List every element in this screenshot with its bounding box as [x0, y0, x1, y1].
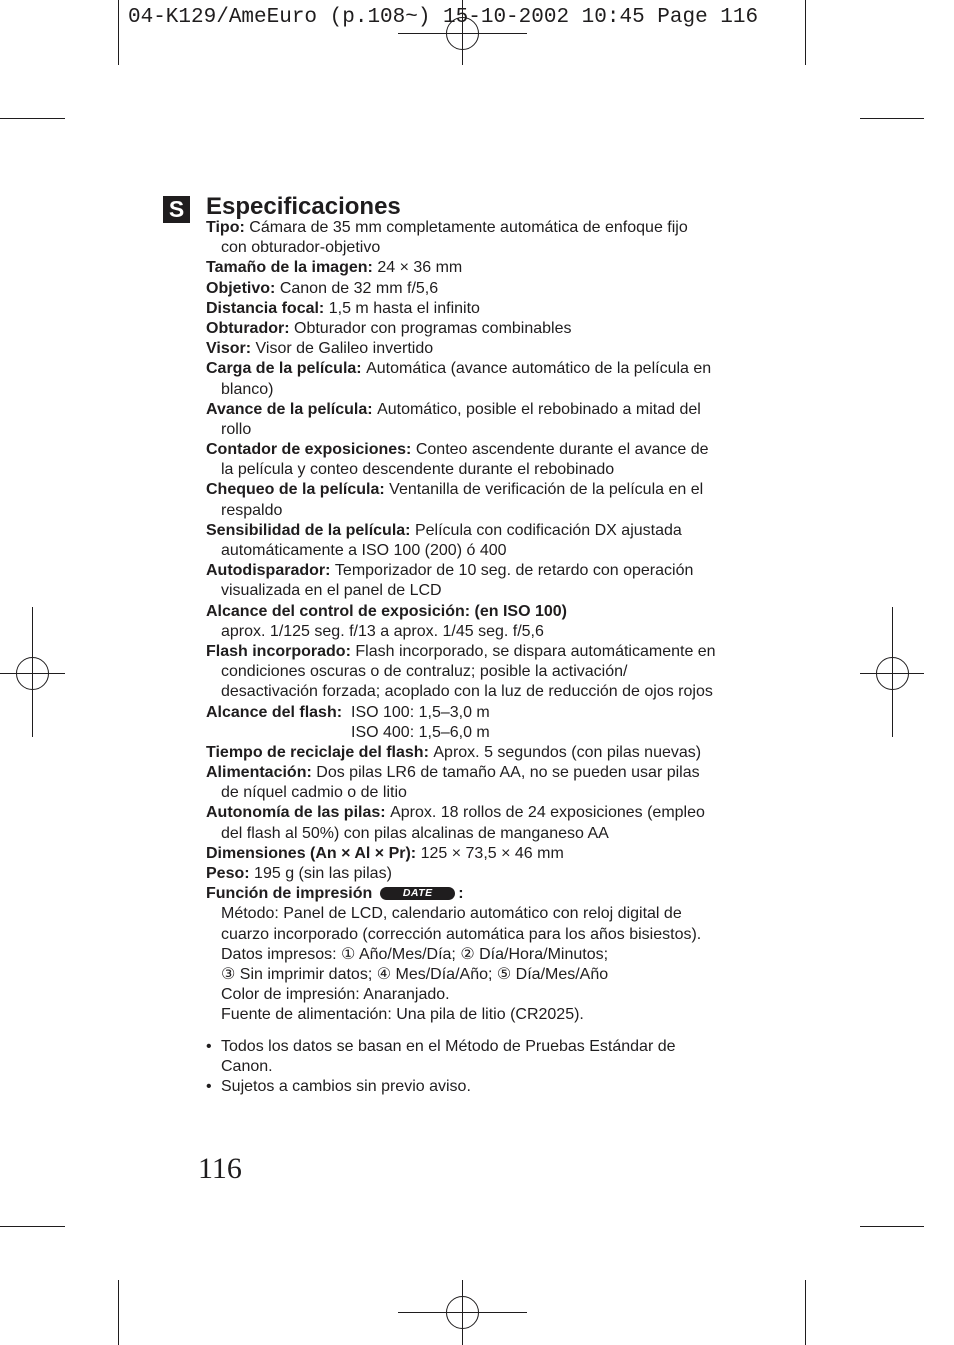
- bullet-icon: •: [206, 1037, 212, 1055]
- spec-label: Tiempo de reciclaje del flash:: [206, 743, 429, 761]
- spec-label: Avance de la película:: [206, 400, 373, 418]
- spec-label: Chequeo de la película:: [206, 481, 385, 499]
- spec-label-colon: :: [458, 885, 464, 903]
- spec-label: Carga de la película:: [206, 360, 362, 378]
- spec-value: Automático, posible el rebobinado a mitad del: [377, 400, 701, 418]
- spec-value-continued: de níquel cadmio o de litio: [221, 784, 407, 802]
- spec-value-continued: ISO 400: 1,5–6,0 m: [351, 723, 490, 741]
- spec-label: Contador de exposiciones:: [206, 441, 412, 459]
- spec-label: Tipo:: [206, 219, 245, 236]
- spec-value-continued: del flash al 50%) con pilas alcalinas de manganeso AA: [221, 824, 609, 842]
- spec-value: Obturador con programas combinables: [294, 319, 572, 337]
- spec-value-continued: blanco): [221, 380, 274, 398]
- spec-value-continued: Datos impresos: ① Año/Mes/Día; ② Día/Hora/Minutos;: [221, 945, 609, 963]
- registration-mark: [398, 0, 527, 65]
- spec-label: Visor:: [206, 340, 252, 358]
- spec-value-continued: respaldo: [221, 501, 283, 519]
- registration-mark: [398, 1280, 527, 1345]
- spec-label: Distancia focal:: [206, 299, 325, 317]
- spec-value: ISO 100: 1,5–3,0 m: [351, 703, 490, 721]
- page-number: 116: [198, 1152, 242, 1185]
- spec-label: Sensibilidad de la película:: [206, 521, 411, 539]
- spec-value-continued: desactivación forzada; acoplado con la luz de reducción de ojos rojos: [221, 683, 713, 701]
- spec-value-continued: Método: Panel de LCD, calendario automático con reloj digital de: [221, 905, 682, 923]
- spec-value-continued: ③ Sin imprimir datos; ④ Mes/Día/Año; ⑤ Día/Mes/Año: [221, 965, 609, 983]
- spec-label: Dimensiones (An × Al × Pr):: [206, 844, 417, 862]
- spec-value: Automática (avance automático de la película en: [366, 360, 712, 378]
- spec-label: Alcance del control de exposición:: [206, 602, 471, 620]
- note-text: Todos los datos se basan en el Método de Pruebas Estándar de: [221, 1037, 676, 1055]
- spec-value: Película con codificación DX ajustada: [414, 521, 682, 539]
- spec-value: Aprox. 5 segundos (con pilas nuevas): [433, 743, 702, 761]
- bullet-icon: •: [206, 1077, 212, 1095]
- spec-value-continued: visualizada en el panel de LCD: [221, 582, 442, 600]
- page-title: Especificaciones: [206, 193, 401, 220]
- spec-value: 1,5 m hasta el infinito: [328, 299, 480, 317]
- registration-mark: [0, 607, 65, 737]
- registration-mark: [860, 607, 924, 737]
- spec-value-continued: Fuente de alimentación: Una pila de litio (CR2025).: [221, 1006, 584, 1024]
- note-text: Sujetos a cambios sin previo aviso.: [221, 1077, 471, 1095]
- spec-value-continued: condiciones oscuras o de contraluz; posible la activación/: [221, 663, 628, 681]
- spec-value: Conteo ascendente durante el avance de: [415, 441, 709, 459]
- section-letter: S: [168, 196, 185, 222]
- spec-value-continued: rollo: [221, 420, 252, 438]
- spec-value-continued: aprox. 1/125 seg. f/13 a aprox. 1/45 seg. f/5,6: [221, 622, 544, 640]
- spec-value: Canon de 32 mm f/5,6: [279, 279, 439, 297]
- spec-value: Dos pilas LR6 de tamaño AA, no se pueden usar pilas: [316, 764, 700, 782]
- spec-value-continued: cuarzo incorporado (corrección automática para los años bisiestos).: [221, 925, 702, 943]
- spec-label: Alimentación:: [206, 764, 312, 782]
- spec-value: Cámara de 35 mm completamente automática de enfoque fijo: [249, 219, 688, 236]
- spec-value-continued: la película y conteo descendente durante el rebobinado: [221, 461, 615, 479]
- spec-value: 195 g (sin las pilas): [254, 865, 392, 882]
- spec-label: Flash incorporado:: [206, 642, 351, 660]
- spec-value: Ventanilla de verificación de la película en el: [389, 481, 704, 499]
- spec-label: Obturador:: [206, 319, 290, 337]
- spec-value: Temporizador de 10 seg. de retardo con operación: [334, 562, 694, 580]
- spec-label: Autonomía de las pilas:: [206, 804, 386, 822]
- spec-label: Peso:: [206, 865, 250, 882]
- spec-value: Aprox. 18 rollos de 24 exposiciones (empleo: [390, 804, 705, 822]
- spec-label: Alcance del flash:: [206, 703, 343, 721]
- spec-label: Objetivo:: [206, 279, 276, 297]
- spec-value: Visor de Galileo invertido: [255, 340, 434, 358]
- spec-value-continued: Color de impresión: Anaranjado.: [221, 986, 450, 1004]
- spec-value-continued: automáticamente a ISO 100 (200) ó 400: [221, 542, 507, 559]
- spec-value: 125 × 73,5 × 46 mm: [420, 844, 564, 862]
- spec-value: 24 × 36 mm: [377, 259, 463, 277]
- spec-label: Autodisparador:: [206, 562, 331, 580]
- spec-value-continued: con obturador-objetivo: [221, 239, 381, 257]
- spec-value: (en ISO 100): [474, 602, 568, 620]
- spec-value: Flash incorporado, se dispara automáticamente en: [355, 642, 716, 660]
- spec-label: Tamaño de la imagen:: [206, 259, 373, 277]
- note-text-continued: Canon.: [221, 1057, 273, 1075]
- print-slug: 04-K129/AmeEuro (p.108~) 15-10-2002 10:45 Page 116: [128, 6, 759, 29]
- date-button-icon: DATE: [380, 887, 455, 900]
- spec-label: Función de impresión: [206, 885, 373, 903]
